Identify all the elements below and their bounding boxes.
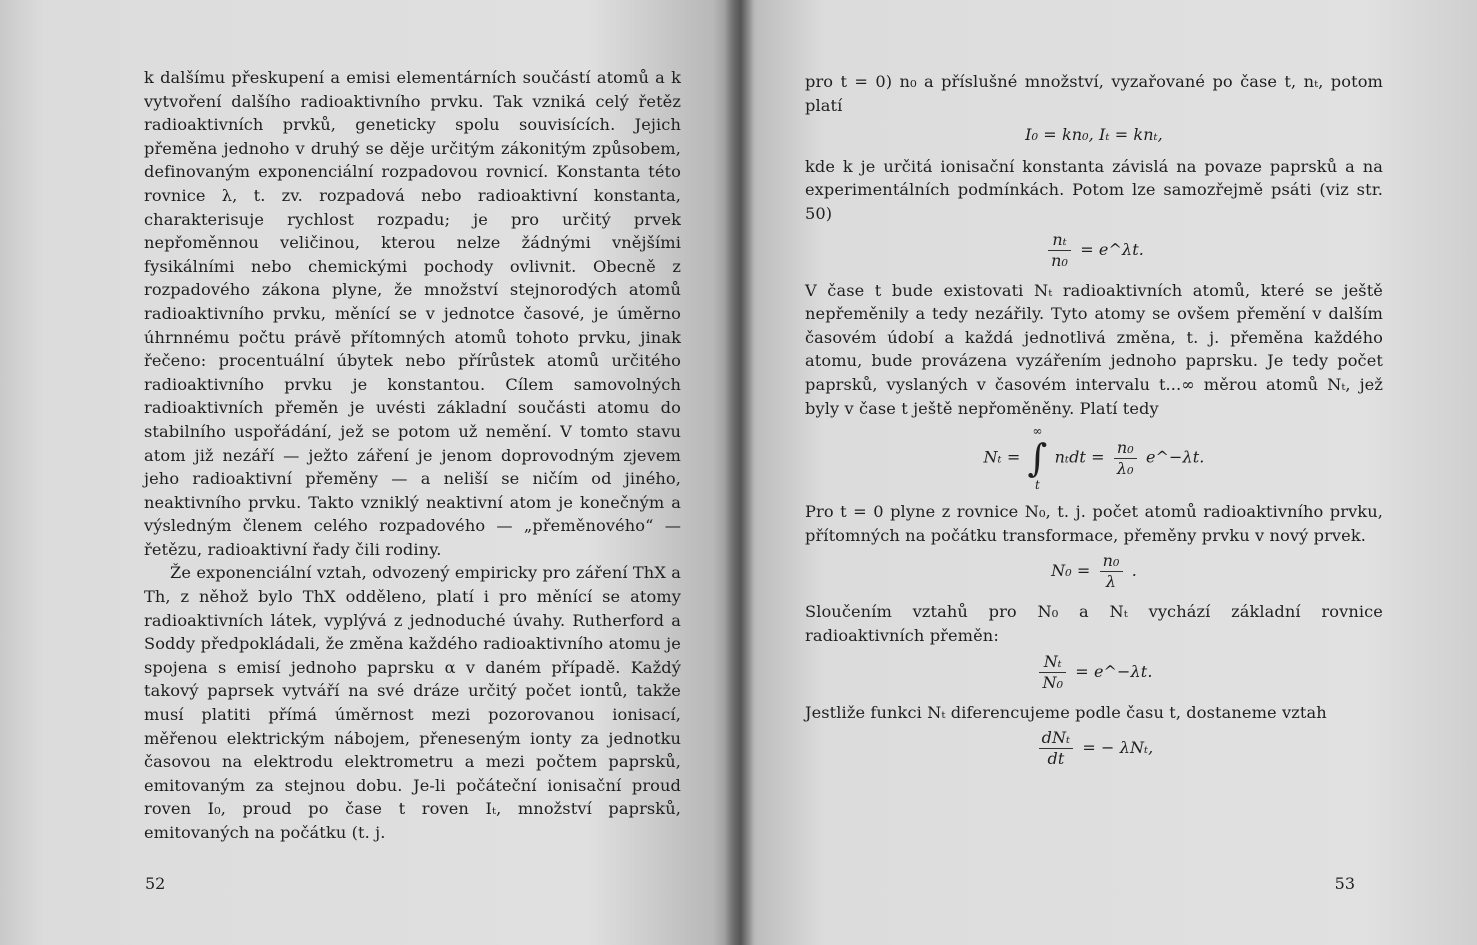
integrand: nₜdt = — [1054, 447, 1105, 467]
formula-integral — [805, 424, 1383, 492]
fraction-numerator: dNₜ — [1039, 728, 1074, 749]
formula-differential — [805, 728, 1383, 769]
fraction-nt-n0 — [1048, 230, 1071, 271]
integral-sign — [1028, 424, 1048, 492]
fraction-denominator: λ₀ — [1116, 458, 1134, 478]
formula-rhs: = e^λt. — [1080, 239, 1144, 259]
fraction-denominator: n₀ — [1051, 250, 1068, 270]
fraction-denominator: N₀ — [1042, 672, 1064, 692]
fraction-numerator: n₀ — [1114, 438, 1137, 459]
formula-n0 — [805, 551, 1383, 592]
right-paragraph-2: kde k je určitá ionisační konstanta závislá na povaze paprsků a na experimentálních podmínkách. Potom lze samozřejmě psáti (viz str. 50) — [805, 156, 1383, 223]
fraction-dNt-dt — [1039, 728, 1074, 769]
formula-ratio-n — [805, 230, 1383, 271]
integral-lower-limit: t — [1035, 478, 1040, 493]
left-paragraph-1: k dalšímu přeskupení a emisi elementárních součástí atomů a k vytvoření dalšího radioaktivního prvku. Tak vzniká celý řetěz radioaktivních prvků, geneticky spolu souvisících. Jejich přeměna jednoho v druhý se děje určitým zákonitým způsobem, definovaným exponenciální rozpadovou rovnicí. Konstanta této rovnice λ, t. zv. rozpadová nebo radioaktivní konstanta, charakterisuje rychlost rozpadu; je pro určitý prvek nepřoměnnou veličinou, kterou nelze žádnými vnějšími fysikálními nebo chemickými pochody ovlivnit. Obecně z rozpadového zákona plyne, že množství stejnorodých atomů radioaktivního prvku, měnící se v jednotce časové, je úměrno úhrnnému počtu právě přítomných atomů tohoto prvku, jinak řečeno: procentuální úbytek nebo přírůstek atomů určitého radioaktivního prvku je konstantou. Cílem samovolných radioaktivních přeměn je uvésti základní součásti atomu do stabilního uspořádání, jež se potom už nemění. V tomto stavu atom již nezáří — ježto záření je jenom doprovodným zjevem jeho radioaktivní přeměny — a neliší se ničím od jiného, neaktivního prvku. Takto vzniklý neaktivní atom je konečným a výsledným členem celého rozpadového — „přeměnového“ — řetězu, radioaktivní řady čili rodiny. — [144, 68, 681, 559]
right-paragraph-3: V čase t bude existovati Nₜ radioaktivních atomů, které se ještě nepřeměnily a tedy nezářily. Tyto atomy se ovšem přemění v dalším časovém údobí a každá jednotlivá změna, t. j. přeměna každého atomu, bude provázena vyzářením jednoho paprsku. Je tedy počet paprsků, vyslaných v časovém intervalu t...∞ měrou atomů Nₜ, jež byly v čase t ještě nepřoměněny. Platí tedy — [805, 280, 1383, 418]
fraction-n0-lambda — [1100, 551, 1123, 592]
formula-rhs: = e^−λt. — [1075, 661, 1153, 681]
right-paragraph-4: Pro t = 0 plyne z rovnice N₀, t. j. počet atomů radioaktivního prvku, přítomných na počátku transformace, přeměny prvku v nový prvek. — [805, 502, 1383, 545]
fraction-numerator: nₜ — [1048, 230, 1071, 251]
formula-lhs: Nₜ = — [983, 447, 1021, 467]
formula-lhs: N₀ = — [1051, 561, 1091, 581]
left-paragraph-2: Že exponenciální vztah, odvozený empiricky pro záření ThX a Th, z něhož bylo ThX odděleno, platí i pro měnící se atomy radioaktivních látek, vyplývá z jednoduché úvahy. Rutherford a Soddy předpokládali, že změna každého radioaktivního atomu je spojena s emisí jednoho paprsku α v daném případě. Každý takový paprsek vytváří na své dráze určitý počet iontů, takže musí platiti přímá úměrnost mezi pozorovanou ionisací, měřenou elektrickým nábojem, přeneseným ionty za jednotku časovou na elektrodu elektrometru a mezi počtem paprsků, emitovaným za stejnou dobu. Je-li počáteční ionisační proud roven I₀, proud po čase t roven Iₜ, množství paprsků, emitovaných na počátku (t. j. — [144, 563, 681, 842]
right-text-column — [805, 70, 1383, 777]
fraction-numerator: Nₜ — [1039, 652, 1066, 673]
fraction-denominator: dt — [1047, 749, 1065, 769]
right-paragraph-5: Sloučením vztahů pro N₀ a Nₜ vychází základní rovnice radioaktivních přeměn: — [805, 602, 1383, 645]
fraction-denominator: λ — [1105, 572, 1117, 592]
right-page — [735, 0, 1477, 945]
integral-upper-limit: ∞ — [1032, 424, 1043, 439]
fraction-n0-lambda0 — [1114, 438, 1137, 479]
integral-symbol-icon: ∫ — [1027, 436, 1048, 481]
right-paragraph-6: Jestliže funkci Nₜ diferencujeme podle času t, dostaneme vztah — [805, 702, 1327, 722]
fraction-numerator: n₀ — [1100, 551, 1123, 572]
left-page — [0, 0, 735, 945]
right-paragraph-1: pro t = 0) n₀ a příslušné množství, vyzařované po čase t, nₜ, potom platí — [805, 72, 1383, 115]
formula-rhs: . — [1131, 561, 1137, 581]
page-number-left: 52 — [145, 874, 166, 893]
page-number-right: 53 — [1334, 874, 1355, 893]
formula-ionisation: I₀ = kn₀, Iₜ = knₜ, — [1025, 125, 1163, 145]
left-text-column — [144, 66, 681, 845]
fraction-Nt-N0 — [1039, 652, 1066, 693]
formula-rhs: = − λNₜ, — [1082, 738, 1154, 758]
formula-rhs: e^−λt. — [1145, 447, 1205, 467]
formula-decay-law — [805, 652, 1383, 693]
